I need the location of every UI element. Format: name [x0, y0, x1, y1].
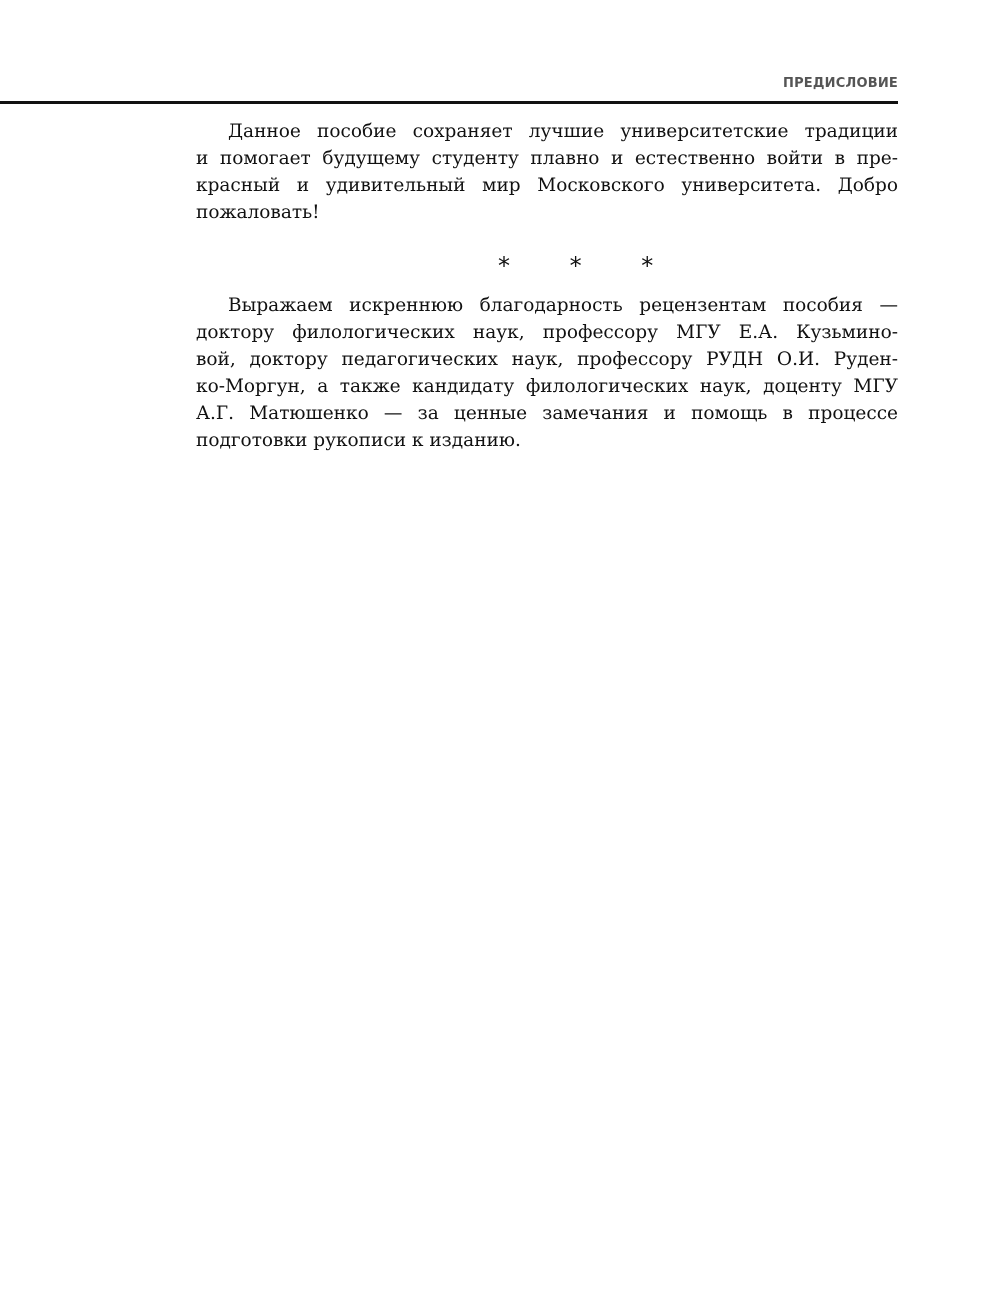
text-line: красный и удивительный мир Московского университета. Добро	[196, 175, 898, 196]
text-line: подготовки рукописи к изданию.	[196, 430, 521, 451]
text-line: и помогает будущему студенту плавно и естественно войти в пре-	[196, 148, 898, 169]
text-line: Данное пособие сохраняет лучшие университетские традиции	[228, 121, 898, 142]
asterisk-separator: * * *	[498, 252, 680, 280]
text-line: вой, доктору педагогических наук, профессору РУДН О.И. Руден-	[196, 349, 898, 370]
text-line: пожаловать!	[196, 202, 320, 223]
paragraph-welcome	[196, 118, 898, 226]
text-line: А.Г. Матюшенко — за ценные замечания и помощь в процессе	[196, 403, 898, 424]
paragraph-acknowledgements	[196, 292, 898, 454]
text-line: Выражаем искреннюю благодарность рецензентам пособия —	[228, 295, 898, 316]
header-rule	[0, 101, 898, 104]
text-line: ко-Моргун, а также кандидату филологических наук, доценту МГУ	[196, 376, 898, 397]
text-line: доктору филологических наук, профессору МГУ Е.А. Кузьмино-	[196, 322, 898, 343]
running-head: ПРЕДИСЛОВИЕ	[782, 76, 898, 91]
